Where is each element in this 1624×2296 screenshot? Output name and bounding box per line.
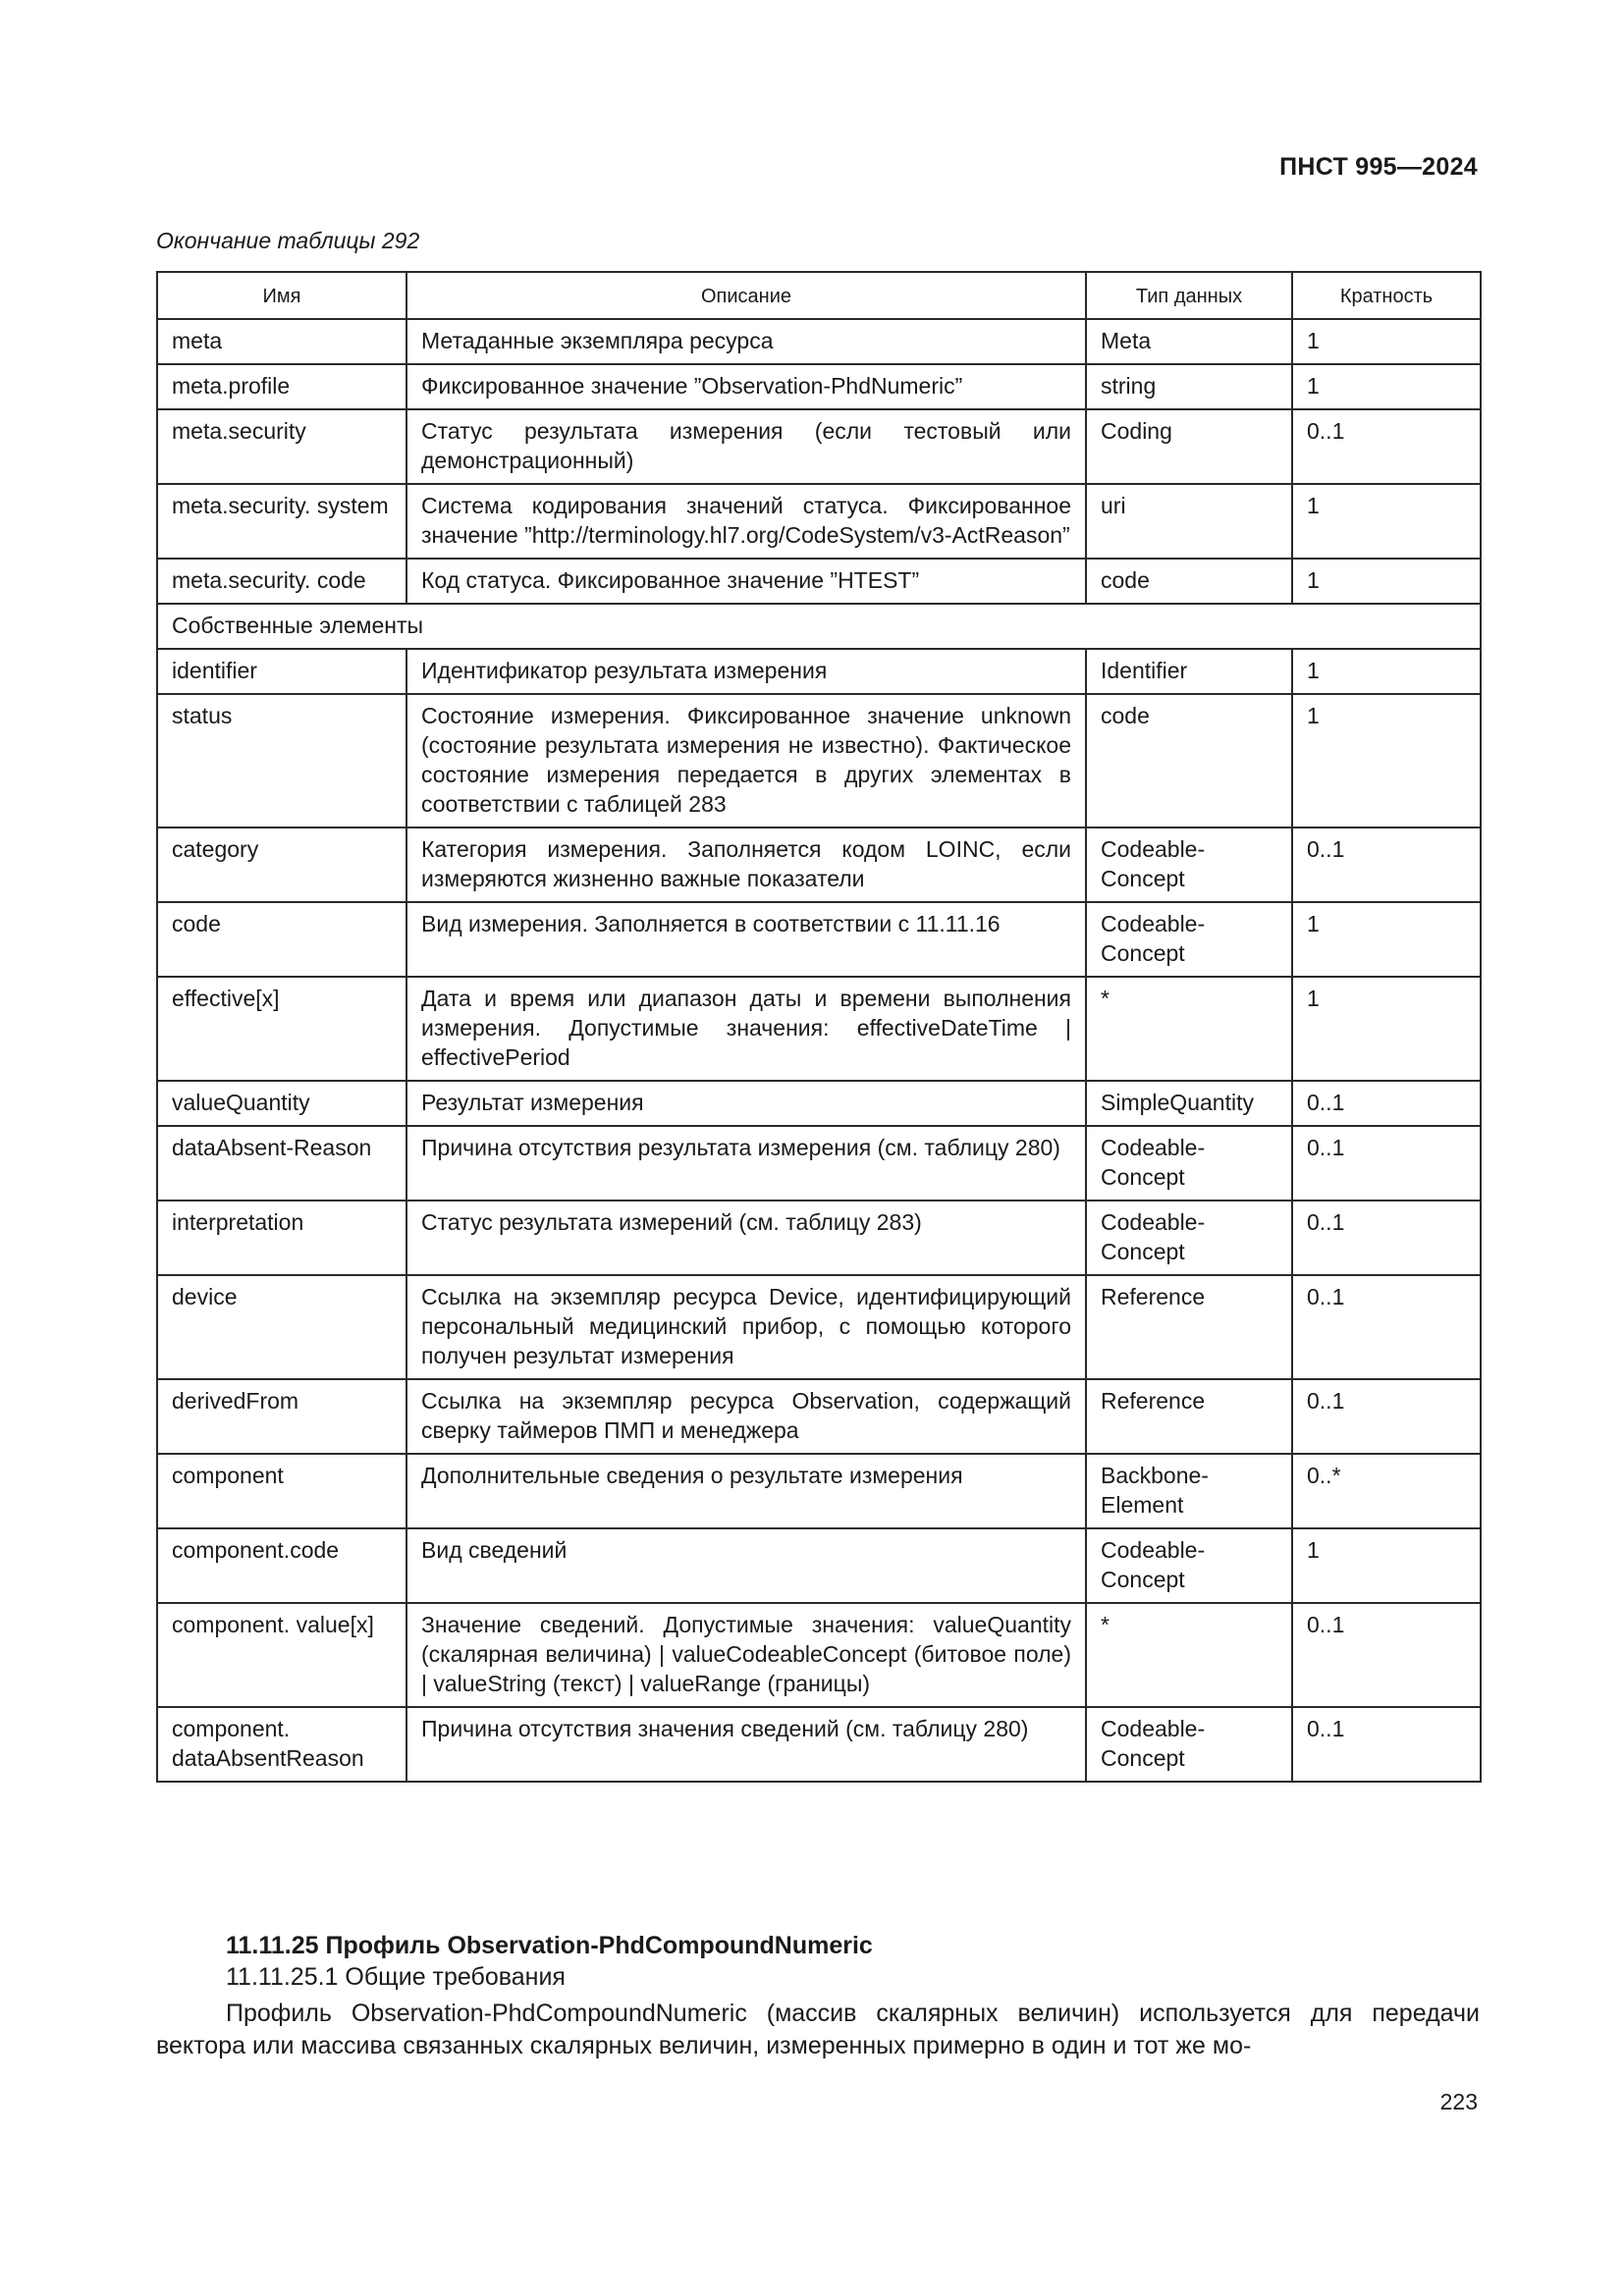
cell-data-type: Codeable-Concept <box>1086 1707 1292 1782</box>
subsection-title: 11.11.25.1 Общие требования <box>226 1963 566 1991</box>
cell-data-type: code <box>1086 559 1292 604</box>
cell-name: component <box>157 1454 406 1528</box>
cell-multiplicity: 1 <box>1292 1528 1481 1603</box>
table-row <box>157 1081 1481 1126</box>
cell-name: meta.security. code <box>157 559 406 604</box>
cell-description: Вид измерения. Заполняется в соответствии с 11.11.16 <box>406 902 1086 977</box>
cell-description: Статус результата измерения (если тестовый или демонстрационный) <box>406 409 1086 484</box>
table-row <box>157 1603 1481 1707</box>
cell-description: Результат измерения <box>406 1081 1086 1126</box>
cell-multiplicity: 1 <box>1292 364 1481 409</box>
cell-description: Причина отсутствия значения сведений (см. таблицу 280) <box>406 1707 1086 1782</box>
cell-name: effective[x] <box>157 977 406 1081</box>
cell-description: Метаданные экземпляра ресурса <box>406 319 1086 364</box>
cell-description: Статус результата измерений (см. таблицу 283) <box>406 1201 1086 1275</box>
cell-multiplicity: 1 <box>1292 484 1481 559</box>
cell-data-type: Identifier <box>1086 649 1292 694</box>
cell-description: Код статуса. Фиксированное значение ”HTEST” <box>406 559 1086 604</box>
table-row <box>157 319 1481 364</box>
section-row <box>157 604 1481 649</box>
cell-data-type: Backbone-Element <box>1086 1454 1292 1528</box>
section-label: Собственные элементы <box>157 604 1481 649</box>
cell-description: Состояние измерения. Фиксированное значение unknown (состояние результата измерения не известно). Фактическое состояние измерения передается в других элементах в соответствии с таблицей 283 <box>406 694 1086 828</box>
cell-multiplicity: 0..1 <box>1292 1126 1481 1201</box>
cell-multiplicity: 1 <box>1292 902 1481 977</box>
cell-description: Дополнительные сведения о результате измерения <box>406 1454 1086 1528</box>
table-row <box>157 484 1481 559</box>
cell-name: code <box>157 902 406 977</box>
table-row <box>157 1275 1481 1379</box>
cell-multiplicity: 0..1 <box>1292 1379 1481 1454</box>
cell-multiplicity: 0..1 <box>1292 1201 1481 1275</box>
table-row <box>157 1528 1481 1603</box>
cell-name: meta.profile <box>157 364 406 409</box>
page-number: 223 <box>1439 2089 1478 2114</box>
table-row <box>157 1454 1481 1528</box>
cell-name: identifier <box>157 649 406 694</box>
cell-name: device <box>157 1275 406 1379</box>
table-row <box>157 1707 1481 1782</box>
table-caption: Окончание таблицы 292 <box>156 228 420 253</box>
cell-data-type: Coding <box>1086 409 1292 484</box>
cell-data-type: Codeable-Concept <box>1086 1201 1292 1275</box>
header-name: Имя <box>157 272 406 319</box>
cell-description: Причина отсутствия результата измерения (см. таблицу 280) <box>406 1126 1086 1201</box>
cell-name: meta.security <box>157 409 406 484</box>
document-code: ПНСТ 995—2024 <box>1279 153 1478 181</box>
cell-description: Ссылка на экземпляр ресурса Observation, содержащий сверку таймеров ПМП и менеджера <box>406 1379 1086 1454</box>
cell-multiplicity: 0..1 <box>1292 1707 1481 1782</box>
cell-description: Идентификатор результата измерения <box>406 649 1086 694</box>
cell-description: Вид сведений <box>406 1528 1086 1603</box>
cell-data-type: Reference <box>1086 1379 1292 1454</box>
body-paragraph: Профиль Observation-PhdCompoundNumeric (массив скалярных величин) используется для передачи вектора или массива связанных скалярных величин, измеренных примерно в один и тот же мо- <box>156 2000 1480 2059</box>
cell-description: Дата и время или диапазон даты и времени выполнения измерения. Допустимые значения: effectiveDateTime | effectivePeriod <box>406 977 1086 1081</box>
cell-multiplicity: 1 <box>1292 694 1481 828</box>
cell-multiplicity: 1 <box>1292 559 1481 604</box>
table-row <box>157 977 1481 1081</box>
table-row <box>157 1126 1481 1201</box>
cell-description: Система кодирования значений статуса. Фиксированное значение ”http://terminology.hl7.org/CodeSystem/v3-ActReason” <box>406 484 1086 559</box>
table-row <box>157 649 1481 694</box>
cell-data-type: Codeable-Concept <box>1086 902 1292 977</box>
cell-multiplicity: 0..1 <box>1292 1275 1481 1379</box>
cell-description: Значение сведений. Допустимые значения: valueQuantity (скалярная величина) | valueCodeableConcept (битовое поле) | valueString (текст) | valueRange (границы) <box>406 1603 1086 1707</box>
cell-data-type: Codeable-Concept <box>1086 828 1292 902</box>
cell-multiplicity: 0..* <box>1292 1454 1481 1528</box>
table-header-row <box>157 272 1481 319</box>
cell-data-type: Meta <box>1086 319 1292 364</box>
cell-multiplicity: 0..1 <box>1292 1603 1481 1707</box>
cell-data-type: Codeable-Concept <box>1086 1528 1292 1603</box>
cell-name: valueQuantity <box>157 1081 406 1126</box>
header-data-type: Тип данных <box>1086 272 1292 319</box>
cell-name: interpretation <box>157 1201 406 1275</box>
table-row <box>157 364 1481 409</box>
cell-name: component. value[x] <box>157 1603 406 1707</box>
cell-data-type: Codeable-Concept <box>1086 1126 1292 1201</box>
cell-multiplicity: 1 <box>1292 649 1481 694</box>
section-title: 11.11.25 Профиль Observation-PhdCompoundNumeric <box>226 1932 873 1959</box>
table-row <box>157 694 1481 828</box>
data-table <box>156 271 1482 1783</box>
cell-name: status <box>157 694 406 828</box>
cell-data-type: SimpleQuantity <box>1086 1081 1292 1126</box>
cell-description: Категория измерения. Заполняется кодом LOINC, если измеряются жизненно важные показатели <box>406 828 1086 902</box>
cell-multiplicity: 1 <box>1292 977 1481 1081</box>
table-row <box>157 902 1481 977</box>
cell-multiplicity: 0..1 <box>1292 409 1481 484</box>
cell-name: dataAbsent-Reason <box>157 1126 406 1201</box>
header-multiplicity: Кратность <box>1292 272 1481 319</box>
cell-data-type: code <box>1086 694 1292 828</box>
table-row <box>157 1379 1481 1454</box>
table-row <box>157 828 1481 902</box>
cell-name: derivedFrom <box>157 1379 406 1454</box>
cell-description: Фиксированное значение ”Observation-PhdNumeric” <box>406 364 1086 409</box>
cell-multiplicity: 1 <box>1292 319 1481 364</box>
cell-multiplicity: 0..1 <box>1292 1081 1481 1126</box>
table-row <box>157 1201 1481 1275</box>
cell-name: category <box>157 828 406 902</box>
cell-name: meta <box>157 319 406 364</box>
cell-data-type: string <box>1086 364 1292 409</box>
cell-description: Ссылка на экземпляр ресурса Device, идентифицирующий персональный медицинский прибор, с помощью которого получен результат измерения <box>406 1275 1086 1379</box>
table-row <box>157 559 1481 604</box>
cell-data-type: * <box>1086 977 1292 1081</box>
cell-name: component. dataAbsentReason <box>157 1707 406 1782</box>
header-description: Описание <box>406 272 1086 319</box>
cell-multiplicity: 0..1 <box>1292 828 1481 902</box>
cell-name: component.code <box>157 1528 406 1603</box>
table-row <box>157 409 1481 484</box>
cell-data-type: uri <box>1086 484 1292 559</box>
cell-name: meta.security. system <box>157 484 406 559</box>
cell-data-type: * <box>1086 1603 1292 1707</box>
cell-data-type: Reference <box>1086 1275 1292 1379</box>
